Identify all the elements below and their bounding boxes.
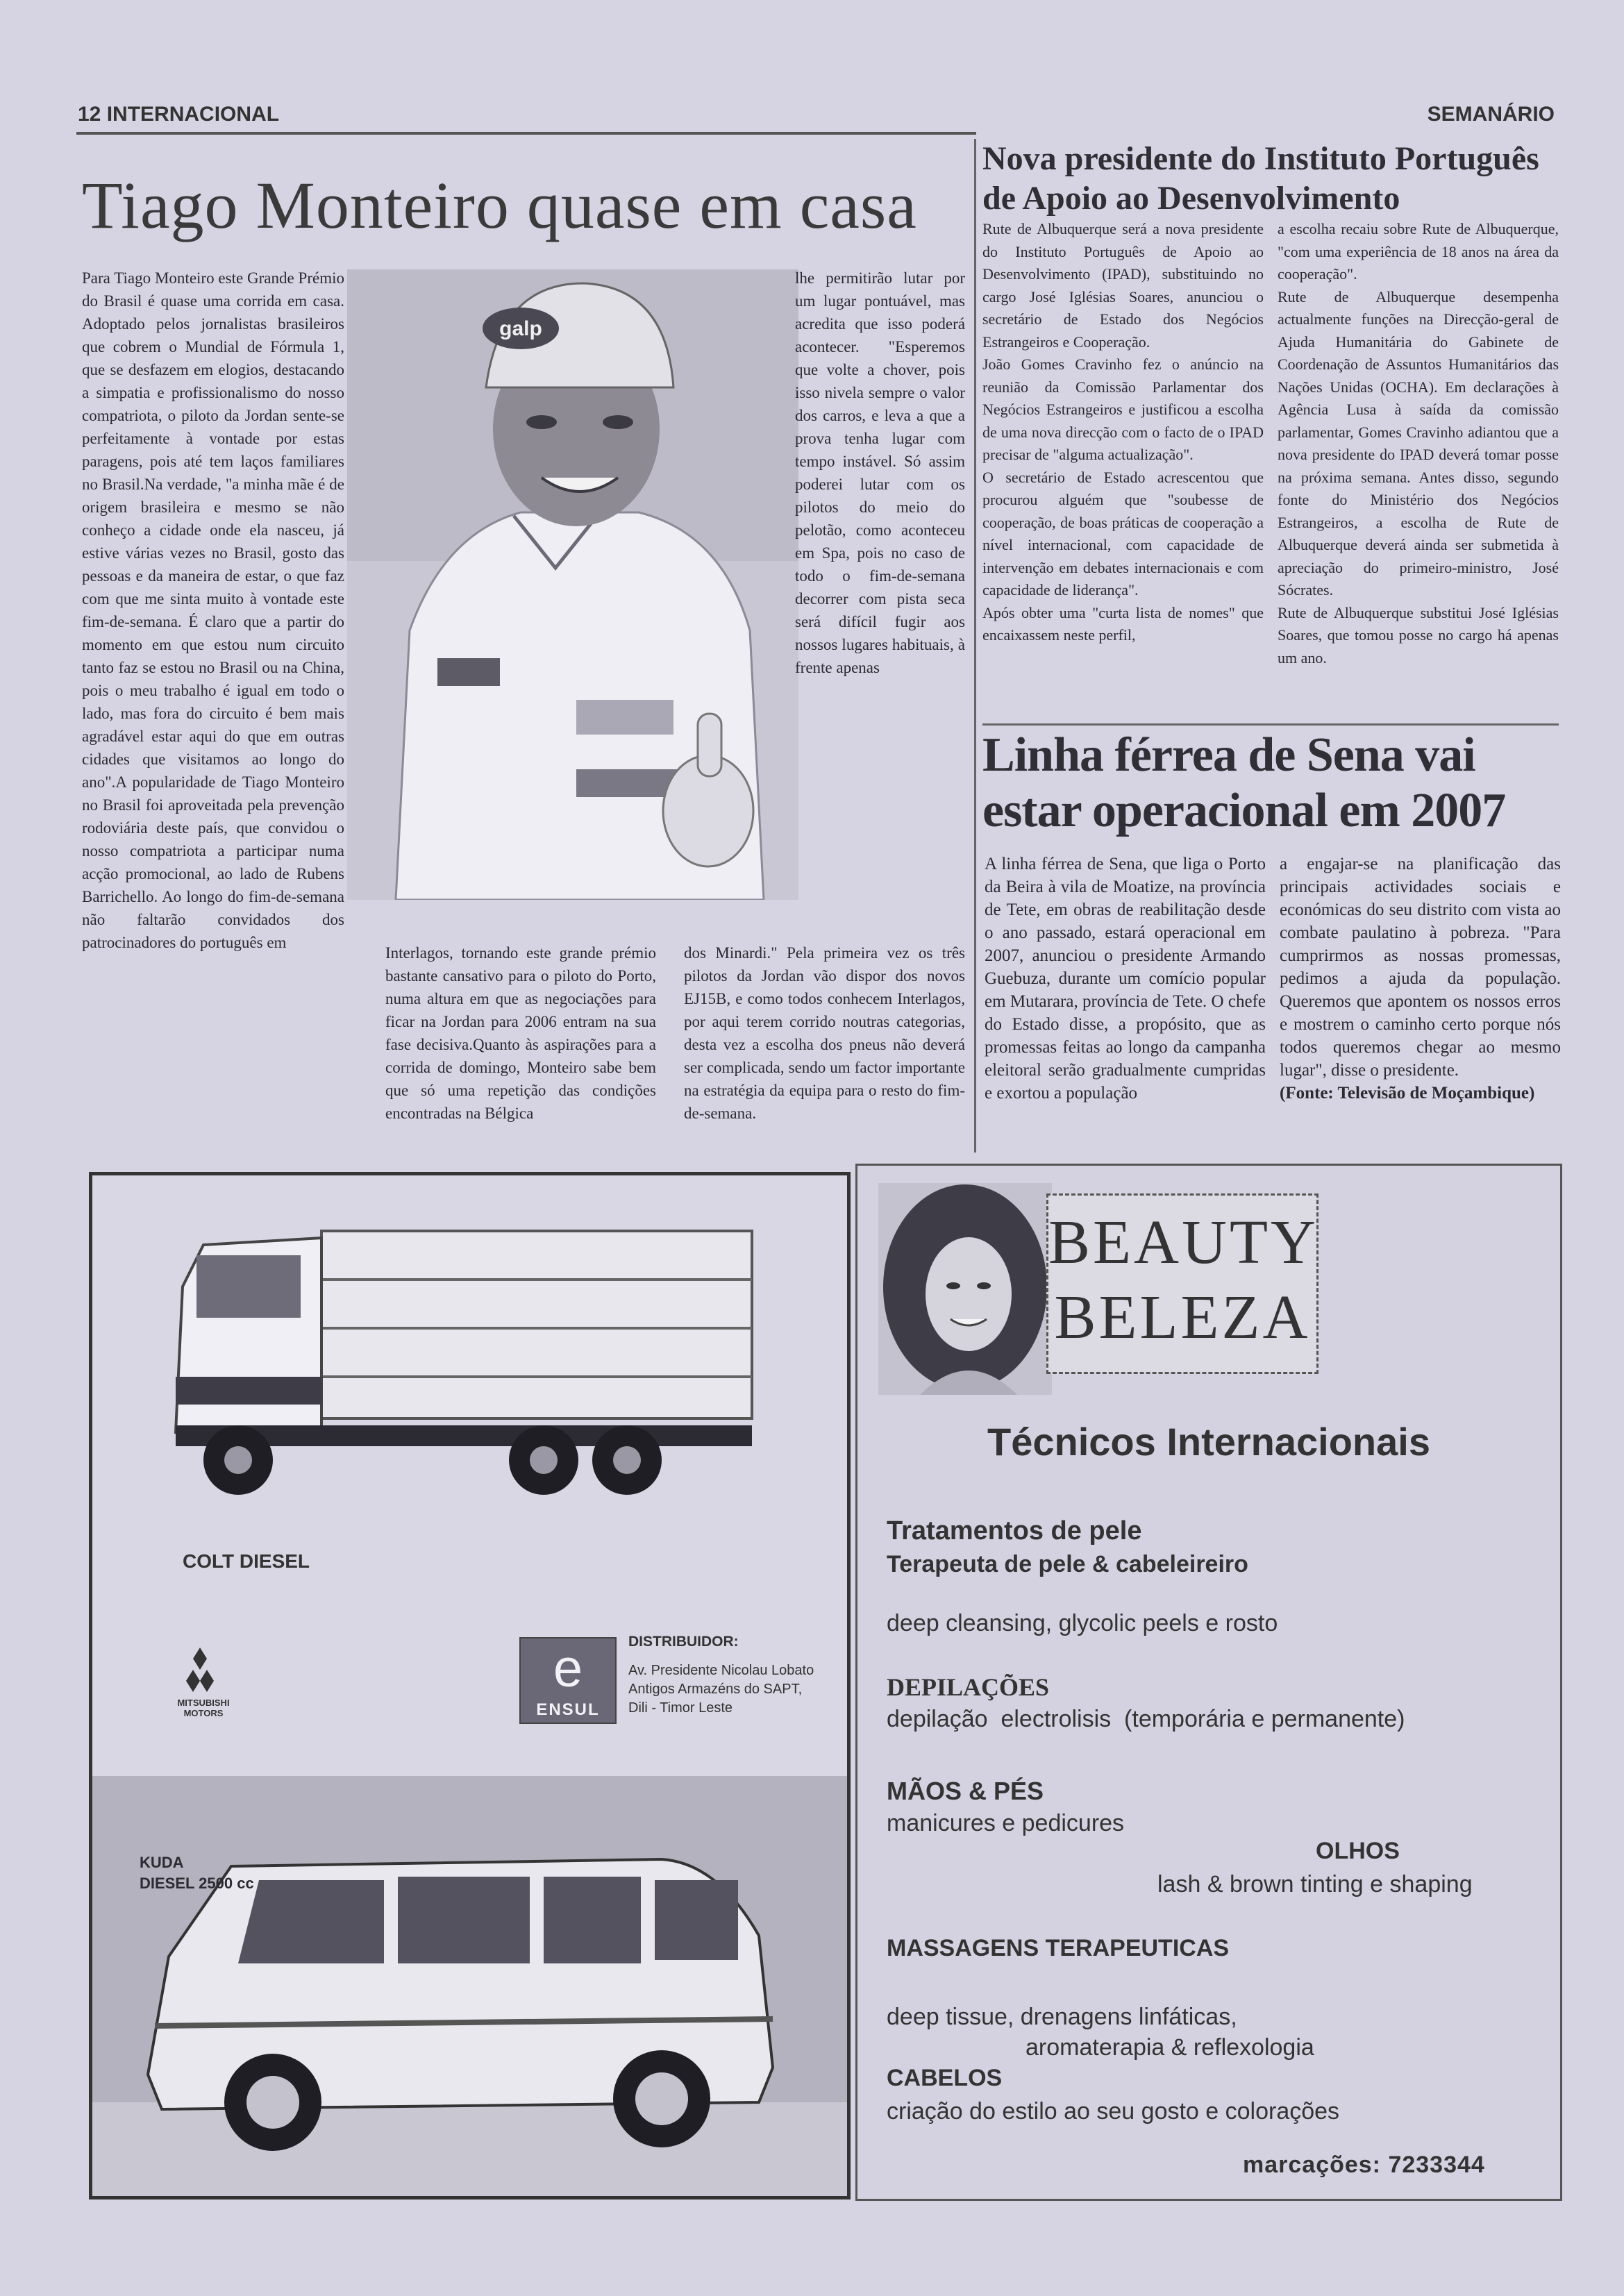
driver-portrait — [347, 269, 798, 900]
kuda-engine: DIESEL 2500 cc — [140, 1875, 254, 1892]
distributor-line-1: Av. Presidente Nicolau Lobato — [628, 1663, 814, 1678]
deep-tissue-line: deep tissue, drenagens linfáticas, — [887, 2004, 1237, 2030]
massagens-heading: MASSAGENS TERAPEUTICAS — [887, 1935, 1230, 1961]
presidente-p6: Rute de Albuquerque desempenha actualmente funções na Direcção-geral de Ajuda Humanitária do Gabinete de Coordenação de Assuntos Humanitários das Nações Unidas (OCHA). Em declarações à Agência Lusa à saída da comissão parlamentar, Gomes Cravinho adiantou que a nova presidente do IPAD deverá tomar posse na próxima semana. Antes disso, segundo fonte do Ministério dos Negócios Estrangeiros, a escolha de Rute de Albuquerque deverá ainda ser submetida à apreciação do primeiro-ministro, José Sócrates. — [1278, 287, 1559, 598]
terapeuta-line: Terapeuta de pele & cabeleireiro — [887, 1551, 1248, 1577]
tiago-column-3a — [795, 267, 965, 933]
page-folio: 12 INTERNACIONAL — [78, 103, 280, 126]
header-rule — [76, 132, 976, 135]
tiago-column-2 — [385, 941, 656, 1150]
linha-column-1 — [985, 853, 1266, 1151]
svg-text:galp: galp — [499, 317, 542, 340]
presidente-p1: Rute de Albuquerque será a nova presidente do Instituto Português de Apoio ao Desenvolvimento (IPAD), substituindo no cargo José Iglésias Soares, anunciou o secretário de Estado dos Negócios Estrangeiros e Cooperação. — [982, 220, 1264, 351]
kuda-name: KUDA — [140, 1854, 184, 1871]
kuda-label — [140, 1852, 254, 1894]
tiago-photo — [347, 269, 798, 900]
column-divider — [974, 139, 976, 1153]
olhos-heading: OLHOS — [1316, 1838, 1400, 1864]
colt-diesel-truck-image — [155, 1203, 766, 1502]
linha-headline: Linha férrea de Sena vai estar operacional em 2007 — [982, 728, 1506, 837]
tiago-col3b-text: dos Minardi." Pela primeira vez os três pilotos da Jordan vão dispor dos novos EJ15B, e como todos conhecem Interlagos, por aqui terem corrido noutras categorias, desta vez a escolha dos pneus não deverá ser complicada, sendo um factor importante na estratégia da equipa para o resto do fim-de-semana. — [684, 944, 965, 1122]
ensul-logo — [519, 1637, 617, 1724]
ensul-name: ENSUL — [536, 1700, 600, 1719]
presidente-p4: Após obter uma "curta lista de nomes" que encaixassem neste perfil, — [982, 603, 1264, 644]
tiago-headline: Tiago Monteiro quase em casa — [82, 168, 917, 242]
linha-column-2 — [1280, 853, 1561, 1151]
mitsubishi-diamonds-icon — [176, 1648, 224, 1692]
newspaper-name: SEMANÁRIO — [1427, 103, 1555, 126]
presidente-headline: Nova presidente do Instituto Português de Apoio ao Desenvolvimento — [982, 140, 1539, 217]
tiago-col3a-text: lhe permitirão lutar por um lugar pontuável, mas acredita que isso poderá acontecer. "Esperemos que volte a chover, pois isso nivela sempre o valor dos carros, e leva a que a prova tenha lugar com tempo instável. Só assim poderei lutar com os pilotos do meio do pelotão, como aconteceu em Spa, pois no caso de todo o fim-de-semana decorrer com pista seca será difícil fugir aos nossos lugares habituais, à frente apenas — [795, 269, 965, 676]
mitsubishi-ad — [89, 1172, 851, 2199]
beauty-word: BEAUTY — [1048, 1208, 1319, 1277]
maos-heading: MÃOS & PÉS — [887, 1777, 1044, 1805]
colt-diesel-label: COLT DIESEL — [183, 1550, 310, 1572]
presidente-p5: a escolha recaiu sobre Rute de Albuquerque, "com uma experiência de 18 anos na área da cooperação". — [1278, 220, 1559, 283]
manicures-line: manicures e pedicures — [887, 1810, 1125, 1836]
woman-portrait — [878, 1183, 1052, 1395]
distributor-line-2: Antigos Armazéns do SAPT, — [628, 1682, 803, 1697]
cabelos-heading: CABELOS — [887, 2065, 1003, 2091]
kuda-van-photo — [92, 1776, 847, 2196]
beauty-beleza-logo — [1046, 1193, 1319, 1374]
distributor-line-3: Dili - Timor Leste — [628, 1700, 733, 1716]
tiago-column-3b — [684, 941, 965, 1150]
depilacoes-heading: DEPILAÇÕES — [887, 1673, 1050, 1701]
distributor-heading: DISTRIBUIDOR: — [628, 1634, 739, 1650]
presidente-column-2 — [1278, 218, 1559, 725]
tiago-col1-text: Para Tiago Monteiro este Grande Prémio do Brasil é quase uma corrida em casa. Adoptado pelos jornalistas brasileiros que cobrem o Mundial de Fórmula 1, que se desfazem em elogios, destacando a simpatia e profissionalismo do nosso compatriota, o piloto da Jordan sente-se perfeitamente à vontade por estas paragens, pois até tem laços familiares no Brasil.Na verdade, "a minha mãe é de origem brasileira e mesmo se não conheço a cidade onde ela nasceu, já estive várias vezes no Brasil, gosto das pessoas e da maneira de estar, o que faz com que me sinta muito à vontade este fim-de-semana. É claro que a partir do momento em que estou num circuito tanto faz se estou no Brasil ou na China, pois o meu trabalho é igual em todo o lado, mas fora do circuito é bem mais agradável estar aqui do que em outras cidades que visitamos ao longo do ano".A popularidade de Tiago Monteiro no Brasil foi aproveitada pela prevenção rodoviária deste país, que convidou o nosso compatriota a participar numa acção promocional, ao lado de Rubens Barrichello. Ao longo do fim-de-semana não faltarão convidados dos patrocinadores do português em — [82, 269, 344, 951]
ensul-e-icon: e — [553, 1639, 583, 1698]
presidente-p7: Rute de Albuquerque substitui José Iglésias Soares, que tomou posse no cargo há apenas um ano. — [1278, 603, 1559, 667]
lash-line: lash & brown tinting e shaping — [1157, 1871, 1473, 1897]
beauty-ad — [855, 1164, 1562, 2201]
tiago-col2-text: Interlagos, tornando este grande prémio bastante cansativo para o piloto do Porto, numa altura em que as negociações para ficar na Jordan para 2006 entram na sua fase decisiva.Quanto às aspirações para a corrida de domingo, Monteiro sabe bem que só uma repetição das condições encontradas na Bélgica — [385, 944, 656, 1122]
distributor-address — [628, 1661, 844, 1718]
kuda-van-image — [92, 1776, 847, 2196]
linha-source: (Fonte: Televisão de Moçambique) — [1280, 1084, 1535, 1103]
beauty-headline: Técnicos Internacionais — [987, 1420, 1430, 1464]
presidente-p3: O secretário de Estado acrescentou que procurou alguém que "soubesse de cooperação, de boas práticas de cooperação a nível internacional, com capacidade de intervenção em debates internacionais e com capacidade de liderança". — [982, 468, 1264, 598]
aromaterapia-line: aromaterapia & reflexologia — [1026, 2034, 1314, 2061]
tratamentos-heading: Tratamentos de pele — [887, 1516, 1142, 1545]
criacao-line: criação do estilo ao seu gosto e colorações — [887, 2098, 1340, 2125]
depilacao-line: depilação electrolisis (temporária e permanente) — [887, 1706, 1405, 1732]
tiago-column-1 — [82, 267, 344, 1148]
presidente-p2: João Gomes Cravinho fez o anúncio na reunião da Comissão Parlamentar dos Negócios Estrangeiros e justificou a escolha de uma nova direcção com o facto de o IPAD precisar de "alguma actualização". — [982, 355, 1264, 463]
article-divider — [982, 723, 1559, 726]
cleansing-line: deep cleansing, glycolic peels e rosto — [887, 1610, 1278, 1636]
linha-col1-text: A linha férrea de Sena, que liga o Porto da Beira à vila de Moatize, na província de Tete, em obras de reabilitação desde o ano passado, estará operacional em 2007, anunciou o presidente Armando Guebuza, durante um comício popular em Mutarara, província de Tete. O chefe do Estado disse, a propósito, que as promessas feitas ao longo da campanha eleitoral serão gradualmente cumpridas e exortou a população — [985, 855, 1266, 1103]
beleza-word: BELEZA — [1054, 1283, 1311, 1352]
marcacoes-phone: marcações: 7233344 — [1243, 2152, 1485, 2178]
mitsubishi-brand: MITSUBISHI MOTORS — [177, 1698, 230, 1718]
presidente-column-1 — [982, 218, 1264, 725]
linha-col2-text: a engajar-se na planificação das principais actividades sociais e económicas do seu distrito com vista ao combate paulatino à pobreza. "Para cumprirmos as nossas promessas, pedimos a ajuda da população. Queremos que apontem os nossos erros e mostrem o caminho certo porque nós todos queremos chegar ao mesmo lugar", disse o presidente. — [1280, 855, 1561, 1080]
